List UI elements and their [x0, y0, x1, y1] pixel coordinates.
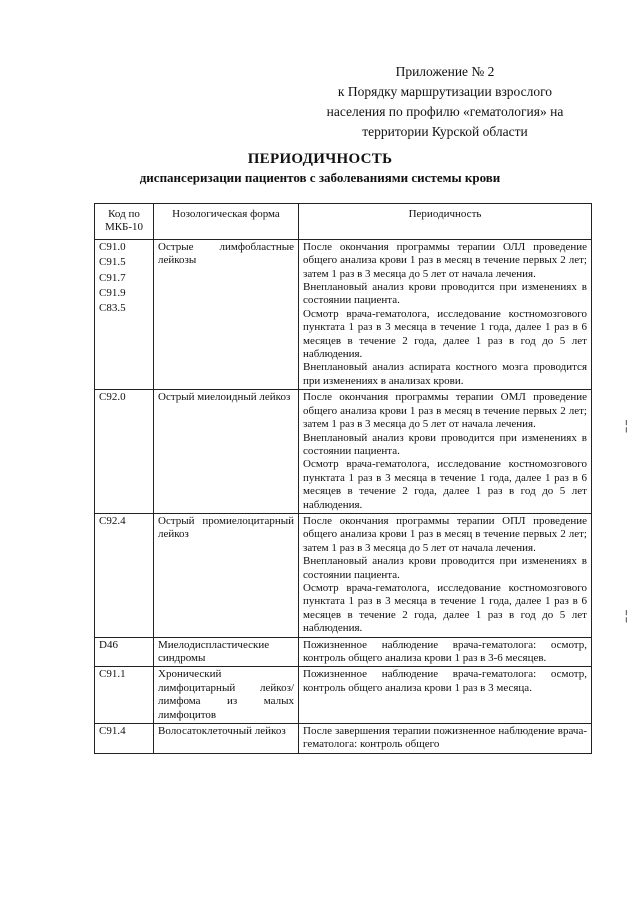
- periodicity-paragraph: Осмотр врача-гематолога, исследование костномозгового пунктата 1 раз в 3 месяца в течение 1 года, далее 1 раз в 6 месяцев в течение 2 года, далее 1 раз в год до 5 лет наблюдения.: [303, 458, 587, 511]
- table-row: [95, 390, 592, 514]
- icd-code: D46: [99, 638, 118, 651]
- periodicity-paragraph: После окончания программы терапии ОЛЛ проведение общего анализа крови 1 раз в месяц в течение первых 2 лет; затем 1 раз в 3 месяца до 5 лет от начала лечения.: [303, 240, 587, 280]
- periodicity-cell: [299, 724, 592, 754]
- nosology-form-cell: Острые лимфобластные лейкозы: [154, 239, 299, 389]
- nosology-form-cell: Острый промиелоцитарный лейкоз: [154, 513, 299, 637]
- icd-code: C91.4: [99, 725, 126, 738]
- icd-code-cell: [95, 390, 154, 514]
- periodicity-cell: [299, 667, 592, 724]
- nosology-form-cell: Хронический лимфоцитарный лейкоз/лимфома из малых лимфоцитов: [154, 667, 299, 724]
- periodicity-paragraph: Внеплановый анализ крови проводится при изменениях в состоянии пациента.: [303, 281, 587, 307]
- header-periodicity: Периодичность: [299, 204, 592, 240]
- table-row: [95, 239, 592, 389]
- nosology-form-cell: Миелодиспластические синдромы: [154, 637, 299, 667]
- table-body: [95, 239, 592, 753]
- periodicity-cell: [299, 239, 592, 389]
- icd-code: C91.7: [99, 271, 126, 284]
- icd-code: C91.0: [99, 240, 126, 253]
- icd-code: C92.0: [99, 391, 126, 404]
- icd-code-cell: [95, 637, 154, 667]
- table-row: [95, 667, 592, 724]
- icd-code-cell: [95, 724, 154, 754]
- nosology-form-cell: Острый миелоидный лейкоз: [154, 390, 299, 514]
- icd-code: C91.9: [99, 287, 126, 300]
- icd-code: C92.4: [99, 514, 126, 527]
- header-code: Код по МКБ-10: [95, 204, 154, 240]
- icd-code: C91.5: [99, 256, 126, 269]
- icd-code: C83.5: [99, 302, 126, 315]
- table-row: [95, 637, 592, 667]
- scan-margin-mark: ¦: [624, 418, 629, 434]
- periodicity-paragraph: Пожизненное наблюдение врача-гематолога: осмотр, контроль общего анализа крови 1 раз в 3 месяца.: [303, 668, 587, 694]
- table-row: [95, 724, 592, 754]
- icd-code-cell: [95, 239, 154, 389]
- header-form: Нозологическая форма: [154, 204, 299, 240]
- periodicity-paragraph: После окончания программы терапии ОМЛ проведение общего анализа крови 1 раз в месяц в течение первых 2 лет; затем 1 раз в 3 месяца до 5 лет от начала лечения.: [303, 391, 587, 431]
- appendix-line: к Порядку маршрутизации взрослого: [337, 84, 553, 99]
- periodicity-cell: [299, 390, 592, 514]
- appendix-line: территории Курской области: [362, 124, 528, 139]
- icd-code-cell: [95, 667, 154, 724]
- periodicity-paragraph: Внеплановый анализ аспирата костного мозга проводится при изменениях в анализах крови.: [303, 361, 587, 387]
- periodicity-paragraph: Внеплановый анализ крови проводится при изменениях в состоянии пациента.: [303, 431, 587, 457]
- appendix-line: населения по профилю «гематология» на: [326, 104, 564, 119]
- table-header-row: [95, 204, 592, 240]
- title-subtitle: диспансеризации пациентов с заболеваниями системы крови: [139, 170, 501, 185]
- document-title: [70, 149, 570, 187]
- periodicity-paragraph: После завершения терапии пожизненное наблюдение врача-гематолога: контроль общего: [303, 725, 587, 751]
- icd-code-cell: [95, 513, 154, 637]
- nosology-form-cell: Волосатоклеточный лейкоз: [154, 724, 299, 754]
- periodicity-paragraph: Осмотр врача-гематолога, исследование костномозгового пунктата 1 раз в 3 месяца в течение 1 года, далее 1 раз в 6 месяцев в течение 2 года, далее 1 раз в год до 5 лет наблюдения.: [303, 581, 587, 635]
- scan-margin-mark: ¦: [624, 608, 629, 624]
- icd-code: C91.1: [99, 668, 126, 681]
- periodicity-table: [94, 203, 592, 754]
- appendix-header: [300, 62, 590, 142]
- table-row: [95, 513, 592, 637]
- periodicity-cell: [299, 513, 592, 637]
- appendix-number: Приложение № 2: [395, 64, 495, 79]
- periodicity-cell: [299, 637, 592, 667]
- periodicity-paragraph: После окончания программы терапии ОПЛ проведение общего анализа крови 1 раз в месяц в течение первых 2 лет; затем 1 раз в 3 месяца до 5 лет от начала лечения.: [303, 514, 587, 554]
- periodicity-paragraph: Внеплановый анализ крови проводится при изменениях в состоянии пациента.: [303, 555, 587, 581]
- periodicity-paragraph: Осмотр врача-гематолога, исследование костномозгового пунктата 1 раз в 3 месяца в течение 1 года, далее 1 раз в 6 месяцев в течение 2 года, далее 1 раз в год до 5 лет наблюдения.: [303, 307, 587, 361]
- title-main: ПЕРИОДИЧНОСТЬ: [247, 151, 393, 167]
- periodicity-paragraph: Пожизненное наблюдение врача-гематолога: осмотр, контроль общего анализа крови 1 раз в 3-6 месяцев.: [303, 638, 587, 664]
